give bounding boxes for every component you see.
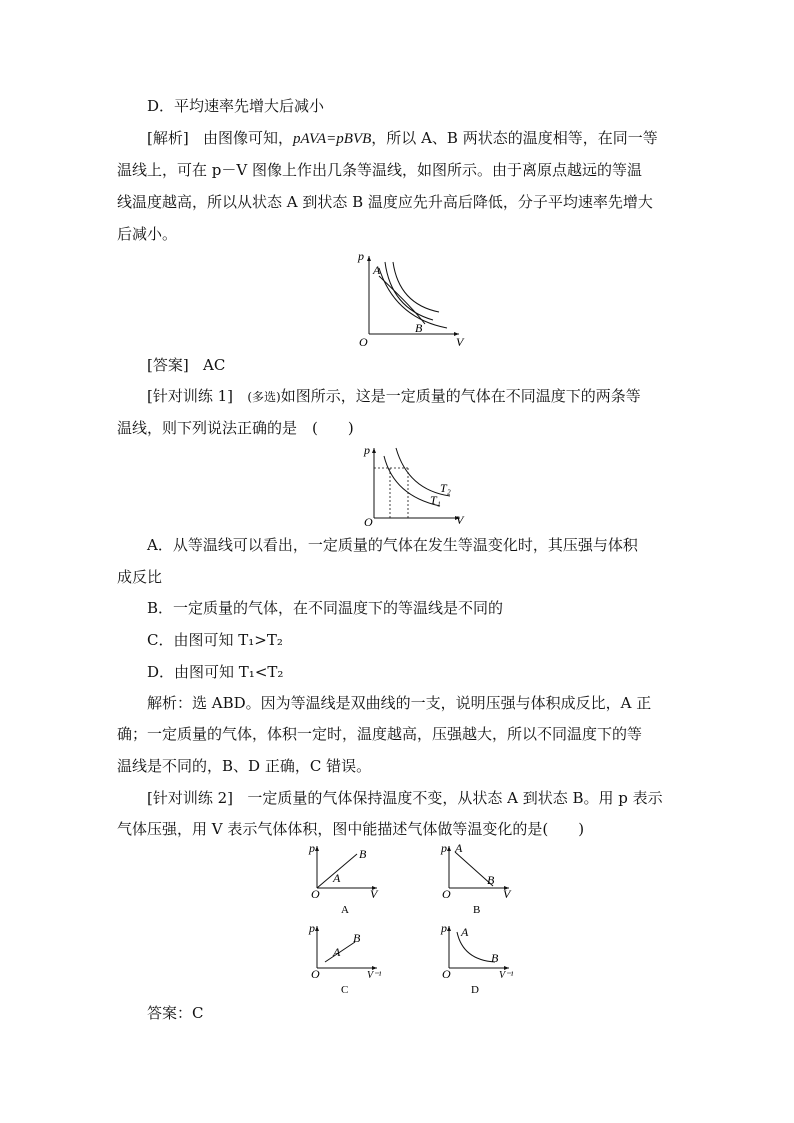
- analysis-text-tail: ，所以 A、B 两状态的温度相等，在同一等: [371, 129, 658, 147]
- point-b: B: [487, 873, 495, 887]
- analysis-line-3: 线温度越高，所以从状态 A 到状态 B 温度应先升高后降低，分子平均速率先增大: [117, 193, 653, 211]
- option-d2: D．由图可知 T₁<T₂: [147, 663, 284, 681]
- analysis-line-1: [147, 128, 658, 149]
- answer-line: [147, 355, 225, 375]
- analysis-line-4: 后减小。: [117, 225, 178, 243]
- origin: O: [442, 967, 451, 981]
- train1-tag: [针对训练 1]: [147, 387, 234, 405]
- axis-p: p: [441, 842, 447, 855]
- label-t1: T₁: [430, 493, 441, 507]
- train1-stem-line-1: [147, 386, 641, 407]
- equation: pAVA=pBVB: [293, 131, 372, 147]
- train1-stem: 如图所示，这是一定质量的气体在不同温度下的两条等: [280, 387, 641, 405]
- point-a: A: [461, 925, 469, 939]
- analysis-text: 由图像可知，: [203, 129, 294, 147]
- multi-tag: (多选): [247, 390, 281, 404]
- answer-tag: [答案]: [147, 356, 189, 374]
- caption: D: [471, 984, 479, 996]
- option-a-line-1: A．从等温线可以看出，一定质量的气体在发生等温变化时，其压强与体积: [147, 536, 638, 554]
- point-b: B: [415, 321, 423, 335]
- train1-analysis-2: 确；一定质量的气体，体积一定时，温度越高，压强越大，所以不同温度下的等: [117, 725, 643, 743]
- axis-x: V: [503, 887, 511, 901]
- analysis-line-2: 温线上，可在 p－V 图像上作出几条等温线，如图所示。由于离原点越远的等温: [117, 161, 642, 179]
- axis-x: V: [370, 887, 378, 901]
- caption: A: [341, 904, 349, 916]
- origin: O: [442, 887, 451, 901]
- graph-d: [435, 922, 525, 1002]
- axis-p: p: [358, 249, 364, 263]
- answer-value: AC: [203, 356, 226, 374]
- train2-stem: 一定质量的气体保持温度不变，从状态 A 到状态 B。用 p 表示: [247, 789, 663, 807]
- axis-p: p: [309, 922, 315, 935]
- train1-stem-line-2: 温线，则下列说法正确的是 ( ): [117, 419, 354, 437]
- train1-analysis-1: 解析：选 ABD。因为等温线是双曲线的一支，说明压强与体积成反比，A 正: [147, 694, 652, 712]
- option-c: C．由图可知 T₁>T₂: [147, 631, 283, 649]
- caption: B: [473, 904, 481, 916]
- axis-p: p: [364, 443, 370, 457]
- point-a: A: [333, 871, 341, 885]
- point-b: B: [359, 847, 367, 861]
- train2-tag: [针对训练 2]: [147, 789, 234, 807]
- origin: O: [311, 887, 320, 901]
- origin: O: [359, 335, 368, 348]
- point-a: A: [333, 945, 341, 959]
- train2-answer: 答案：C: [147, 1004, 204, 1022]
- train1-analysis-3: 温线是不同的，B、D 正确，C 错误。: [117, 757, 372, 775]
- analysis-tag: [解析]: [147, 129, 189, 147]
- point-a: A: [455, 842, 463, 855]
- train2-stem-line-1: [147, 788, 663, 808]
- axis-x: V⁻¹: [499, 970, 514, 981]
- point-a: A: [373, 263, 381, 277]
- graph-a: [305, 842, 395, 922]
- option-d: D．平均速率先增大后减小: [147, 97, 325, 115]
- isotherm-figure: [355, 248, 465, 352]
- caption: C: [341, 984, 349, 996]
- origin: O: [311, 967, 320, 981]
- graph-b: [435, 842, 525, 922]
- graph-c: [305, 922, 395, 1002]
- option-b: B．一定质量的气体，在不同温度下的等温线是不同的: [147, 599, 504, 617]
- origin: O: [364, 515, 373, 529]
- axis-v: V: [456, 513, 464, 527]
- axis-p: p: [309, 842, 315, 855]
- point-b: B: [491, 951, 499, 965]
- axis-p: p: [441, 922, 447, 935]
- option-a-line-2: 成反比: [117, 568, 163, 586]
- two-isotherm-figure: [362, 442, 467, 534]
- train2-stem-line-2: 气体压强，用 V 表示气体体积，图中能描述气体做等温变化的是( ): [117, 820, 585, 838]
- axis-x: V⁻¹: [367, 970, 382, 981]
- point-b: B: [353, 931, 361, 945]
- axis-v: V: [456, 335, 464, 348]
- label-t2: T₂: [440, 481, 451, 495]
